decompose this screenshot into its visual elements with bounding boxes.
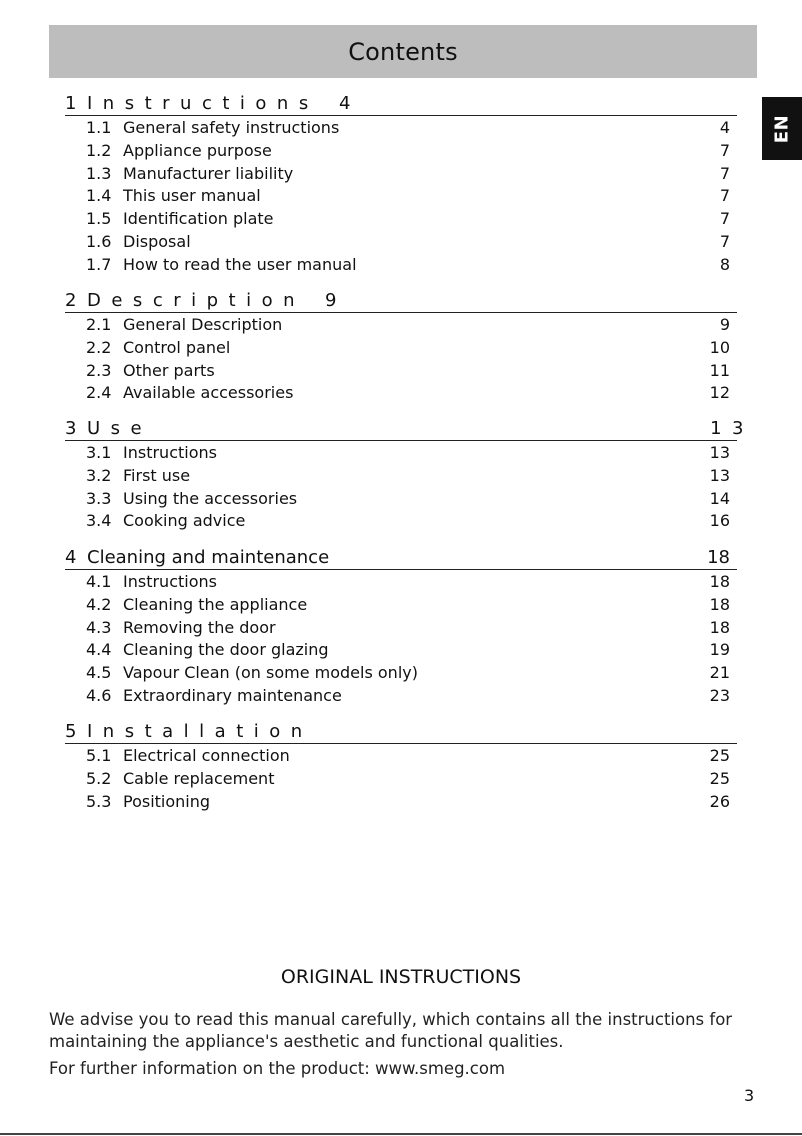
item-page: 7: [719, 163, 730, 183]
toc-section-heading[interactable]: [65, 93, 737, 116]
item-number: 4.2: [86, 594, 112, 614]
toc-item[interactable]: [65, 662, 737, 685]
item-title: Identification plate: [123, 209, 274, 229]
section-number: 1: [65, 93, 77, 114]
section-page: 4: [339, 93, 361, 114]
section-title: Description: [87, 290, 306, 311]
item-title: Available accessories: [123, 383, 294, 403]
section-page: 13: [710, 418, 754, 439]
item-page: 7: [719, 140, 730, 160]
item-number: 1.3: [86, 163, 112, 183]
toc-item[interactable]: [65, 791, 737, 814]
item-number: 1.6: [86, 231, 112, 251]
section-title: Use: [87, 418, 153, 439]
toc-item[interactable]: [65, 140, 737, 163]
toc-item[interactable]: [65, 337, 737, 360]
toc-section: [65, 547, 737, 708]
language-tab: [762, 97, 802, 160]
toc-item[interactable]: [65, 639, 737, 662]
further-info-text: For further information on the product: www.smeg.com: [49, 1059, 506, 1078]
toc-item[interactable]: [65, 465, 737, 488]
toc-item[interactable]: [65, 510, 737, 533]
item-number: 5.2: [86, 768, 112, 788]
item-page: 13: [709, 443, 730, 462]
advice-paragraph: [49, 1009, 749, 1053]
original-instructions-title: ORIGINAL INSTRUCTIONS: [280, 966, 522, 988]
item-number: 1.7: [86, 254, 112, 274]
language-label: EN: [771, 114, 793, 143]
item-title: This user manual: [123, 186, 261, 206]
item-number: 4.5: [86, 663, 112, 683]
item-page: 10: [709, 337, 730, 357]
item-page: 13: [709, 465, 730, 485]
item-page: 18: [709, 572, 730, 591]
item-title: Using the accessories: [123, 488, 298, 508]
section-number: 5: [65, 721, 77, 742]
item-page: 25: [709, 746, 730, 765]
item-title: Positioning: [123, 791, 211, 811]
item-page: 16: [709, 511, 730, 531]
section-title: Cleaning and maintenance: [87, 547, 330, 568]
item-number: 2.4: [86, 383, 112, 403]
advice-line: maintaining the appliance's aesthetic and functional qualities.: [49, 1032, 564, 1051]
item-title: Cable replacement: [123, 768, 275, 788]
item-title: Disposal: [123, 231, 191, 251]
toc-section-heading[interactable]: [65, 290, 737, 313]
item-number: 2.3: [86, 360, 112, 380]
item-number: 4.6: [86, 685, 112, 705]
advice-line: We advise you to read this manual carefully, which contains all the instructions for: [49, 1010, 733, 1029]
item-page: 4: [719, 118, 730, 137]
item-number: 4.4: [86, 640, 112, 660]
item-number: 1.2: [86, 140, 112, 160]
section-number: 3: [65, 418, 77, 439]
item-number: 3.4: [86, 511, 112, 531]
toc-item-list: [65, 570, 737, 708]
item-page: 19: [709, 640, 730, 660]
item-page: 18: [709, 594, 730, 614]
item-number: 1.5: [86, 209, 112, 229]
item-title: Instructions: [123, 443, 217, 462]
toc-item[interactable]: [65, 117, 737, 140]
item-title: Manufacturer liability: [123, 163, 294, 183]
toc-item[interactable]: [65, 571, 737, 594]
item-number: 1.1: [86, 118, 112, 137]
item-number: 4.3: [86, 617, 112, 637]
item-title: Appliance purpose: [123, 140, 272, 160]
page-number: 3: [744, 1086, 755, 1105]
toc-section-heading[interactable]: [65, 721, 737, 744]
toc-item-list: [65, 441, 737, 533]
toc-section: [65, 93, 737, 277]
item-title: First use: [123, 465, 191, 485]
item-page: 26: [709, 791, 730, 811]
toc-section-heading[interactable]: [65, 547, 737, 570]
toc-item[interactable]: [65, 488, 737, 511]
section-title: Instructions: [87, 93, 319, 114]
item-title: Control panel: [123, 337, 231, 357]
toc-item[interactable]: [65, 442, 737, 465]
item-number: 3.1: [86, 443, 112, 462]
item-page: 7: [719, 186, 730, 206]
item-page: 18: [709, 617, 730, 637]
contents-header: [49, 25, 757, 78]
toc-item[interactable]: [65, 382, 737, 405]
toc-item[interactable]: [65, 163, 737, 186]
toc-section: [65, 721, 737, 813]
item-number: 1.4: [86, 186, 112, 206]
toc-item[interactable]: [65, 617, 737, 640]
item-number: 3.2: [86, 465, 112, 485]
page-title: Contents: [348, 37, 458, 66]
item-number: 4.1: [86, 572, 112, 591]
item-page: 11: [709, 360, 730, 380]
toc-item[interactable]: [65, 685, 737, 708]
item-title: Instructions: [123, 572, 217, 591]
item-title: How to read the user manual: [123, 254, 357, 274]
bottom-rule: [0, 1133, 802, 1135]
toc-item[interactable]: [65, 594, 737, 617]
section-number: 4: [65, 547, 77, 568]
toc-item[interactable]: [65, 231, 737, 254]
toc-item[interactable]: [65, 185, 737, 208]
item-page: 9: [719, 315, 730, 334]
item-page: 25: [709, 768, 730, 788]
toc-section: [65, 290, 737, 405]
section-number: 2: [65, 290, 77, 311]
item-page: 21: [709, 663, 730, 683]
item-page: 7: [719, 209, 730, 229]
item-number: 5.3: [86, 791, 112, 811]
item-title: Vapour Clean (on some models only): [123, 663, 418, 683]
item-page: 12: [709, 383, 730, 403]
item-title: Extraordinary maintenance: [123, 685, 342, 705]
item-page: 8: [719, 254, 730, 274]
item-title: General safety instructions: [123, 118, 340, 137]
item-title: Other parts: [123, 360, 215, 380]
toc-item[interactable]: [65, 208, 737, 231]
item-page: 7: [719, 231, 730, 251]
toc-item[interactable]: [65, 314, 737, 337]
toc-section-heading[interactable]: [65, 418, 754, 441]
toc-item[interactable]: [65, 768, 737, 791]
item-title: Cleaning the appliance: [123, 594, 308, 614]
toc-item-list: [65, 744, 737, 813]
item-title: Electrical connection: [123, 746, 290, 765]
item-number: 3.3: [86, 488, 112, 508]
toc-item[interactable]: [65, 254, 737, 277]
toc-item-list: [65, 313, 737, 405]
item-number: 2.1: [86, 315, 112, 334]
section-page: 18: [707, 547, 730, 568]
item-number: 2.2: [86, 337, 112, 357]
item-title: Cleaning the door glazing: [123, 640, 329, 660]
section-title: Installation: [87, 721, 313, 742]
item-title: Cooking advice: [123, 511, 246, 531]
toc-item[interactable]: [65, 360, 737, 383]
toc-section: [65, 418, 754, 533]
toc-item[interactable]: [65, 745, 737, 768]
item-title: General Description: [123, 315, 283, 334]
section-page: 9: [325, 290, 347, 311]
item-page: 23: [709, 685, 730, 705]
item-page: 14: [709, 488, 730, 508]
toc-item-list: [65, 116, 737, 277]
item-title: Removing the door: [123, 617, 276, 637]
item-number: 5.1: [86, 746, 112, 765]
